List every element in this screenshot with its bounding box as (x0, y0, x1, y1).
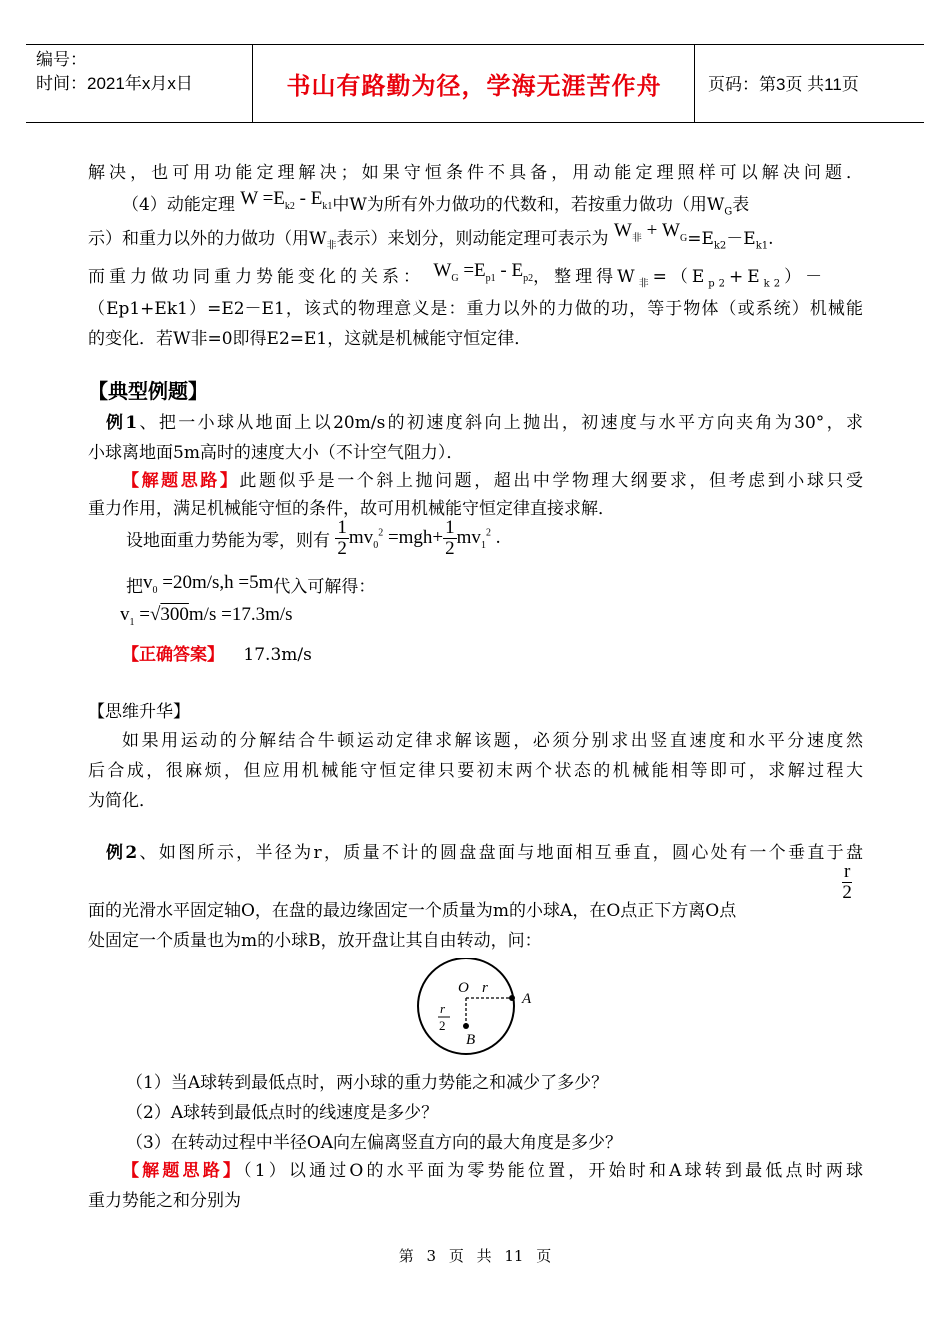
header-top-rule (26, 44, 924, 45)
paragraph-line: 而重力做功同重力势能变化的关系： $W_G =E_{p1} - E_{p2}$，整理得$W_非=(E_{p2}+E_{k2})-$ (88, 260, 827, 290)
thinking-title: 【思维升华】 (88, 702, 190, 722)
example-2-idea: 【解题思路】（1）以通过O的水平面为零势能位置，开始时和A球转到最低点时两球 (122, 1161, 864, 1181)
example-1-answer: 【正确答案】 17.3m/s (122, 645, 312, 665)
substitution-line: 把$v_0 =20m/s,h =5m$代入可解得： (126, 572, 376, 597)
paragraph-line: （Ep1+Ek1）=E2－E1，该式的物理意义是：重力以外的力做的功，等于物体（或系统）机械能 (88, 299, 863, 319)
example-2-statement-cont: 处固定一个质量也为m的小球B，放开盘让其自由转动，问： (88, 931, 542, 951)
example-1-idea: 【解题思路】此题似乎是一个斜上抛问题，超出中学物理大纲要求，但考虑到小球只受 (122, 471, 863, 491)
label-r: r (482, 980, 488, 996)
thinking-line: 如果用运动的分解结合牛顿运动定律求解该题，必须分别求出竖直速度和水平分速度然 (122, 731, 863, 751)
paragraph-line: （4）动能定理 $W =E_{k2} - E_{k1}$中W为所有外力做功的代数和，若按重力做功（用$W_G$表 (122, 188, 750, 218)
header-divider (694, 44, 695, 122)
label-a: A (522, 991, 532, 1007)
paragraph-line: 解决，也可用功能定理解决；如果守恒条件不具备，用动能定理照样可以解决问题． (88, 163, 863, 183)
thinking-line: 后合成，很麻烦，但应用机械能守恒定律只要初末两个状态的机械能相等即可，求解过程大 (88, 761, 863, 781)
page-number-label: 页码：第3页 共11页 (708, 75, 859, 94)
page-header (26, 44, 924, 122)
section-title: 【典型例题】 (88, 379, 208, 403)
header-motto: 书山有路勤为径，学海无涯苦作舟 (286, 72, 662, 100)
label-o: O (458, 980, 469, 996)
question-3: （3）在转动过程中半径OA向左偏离竖直方向的最大角度是多少？ (126, 1133, 623, 1153)
disk-figure (408, 958, 548, 1058)
thinking-line: 为简化． (88, 791, 156, 811)
example-1-idea-cont: 重力作用，满足机械能守恒的条件，故可用机械能守恒定律直接求解． (88, 499, 615, 519)
equation-energy-conservation: 设地面重力势能为零，则有 $\frac{1}{2}$ $mv_0^2 =mgh+$ $\frac{1}{2}$ $mv_1^2$ . (126, 517, 501, 559)
label-2-den: 2 (439, 1018, 446, 1033)
fraction-r-over-2: $\frac{r}{2}$ (842, 861, 852, 903)
result-equation: $v_1 =√300m/s =17.3m/s$ (120, 604, 293, 628)
page-footer: 第 3 页 共 11 页 (398, 1247, 552, 1265)
ball-a (509, 995, 515, 1001)
label-r-num: r (440, 1001, 446, 1016)
example-2-statement-cont: 面的光滑水平固定轴O，在盘的最边缘固定一个质量为m的小球A，在O点正下方离O点 (88, 901, 737, 921)
example-2-statement: 例2、如图所示，半径为r，质量不计的圆盘盘面与地面相互垂直，圆心处有一个垂直于盘 (106, 843, 863, 863)
paragraph-line: 的变化．若W非=0即得E2=E1，这就是机械能守恒定律． (88, 329, 532, 349)
header-divider (252, 44, 253, 122)
header-meta (36, 48, 193, 96)
example-1-statement: 例1、把一小球从地面上以20m/s的初速度斜向上抛出，初速度与水平方向夹角为30°，求 (106, 413, 863, 433)
question-1: （1）当A球转到最低点时，两小球的重力势能之和减少了多少？ (126, 1073, 609, 1093)
paragraph-line: 示）和重力以外的力做功（用$W_非$表示）来划分，则动能定理可表示为 $W_非 + W_G=E_{k2}-E_{k1}$. (88, 220, 774, 252)
label-b: B (466, 1032, 476, 1048)
ball-b (463, 1023, 469, 1029)
example-2-idea-cont: 重力势能之和分别为 (88, 1191, 241, 1211)
time-label: 时间：2021年x月x日 (36, 74, 193, 93)
number-label: 编号： (36, 50, 87, 69)
example-1-statement-cont: 小球离地面5m高时的速度大小（不计空气阻力）． (88, 443, 464, 463)
header-bottom-rule (26, 122, 924, 123)
question-2: （2）A球转到最低点时的线速度是多少？ (126, 1103, 439, 1123)
